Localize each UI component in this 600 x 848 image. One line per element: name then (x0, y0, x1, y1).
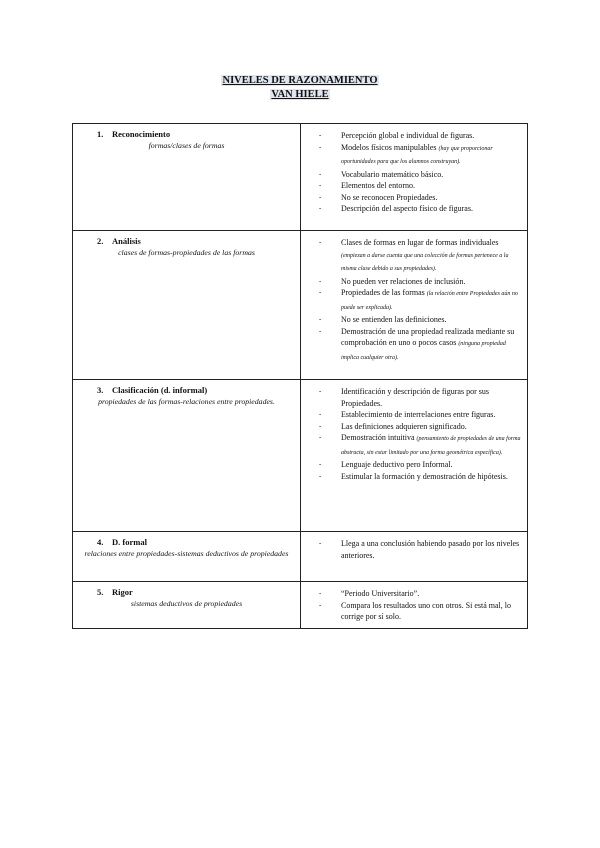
dash-bullet-icon: - (319, 142, 322, 151)
level-heading (73, 582, 300, 598)
list-item-text: Vocabulario matemático básico. (341, 169, 444, 179)
title-line-1: NIVELES DE RAZONAMIENTO (222, 75, 378, 86)
list-item (301, 237, 521, 276)
dash-bullet-icon: - (319, 589, 322, 597)
level-name-cell (73, 380, 301, 532)
dash-bullet-icon: - (319, 471, 322, 480)
dash-bullet-icon: - (319, 181, 322, 189)
list-item (301, 326, 521, 365)
list-item (301, 276, 521, 288)
list-item (301, 432, 521, 459)
characteristics-list (301, 124, 527, 219)
levels-table (72, 123, 528, 629)
list-item-text: Modelos físicos manipulables (341, 142, 437, 152)
level-heading (73, 380, 300, 396)
list-item-text: Descripción del aspecto físico de figuras. (341, 204, 473, 213)
list-item-text: Elementos del entorno. (341, 181, 415, 190)
level-name: Clasificación (d. informal) (112, 385, 208, 395)
list-item-text: Estimular la formación y demostración de hipótesis. (341, 471, 508, 481)
list-item-text: Establecimiento de interrelaciones entre figuras. (341, 410, 496, 419)
dash-bullet-icon: - (319, 276, 322, 285)
level-name: Análisis (112, 236, 141, 246)
list-item (301, 538, 521, 561)
list-item (301, 203, 521, 215)
list-item (301, 130, 521, 142)
level-characteristics-cell (301, 582, 528, 629)
list-item-text: “Periodo Universitario”. (341, 589, 420, 598)
list-item-text: Llega a una conclusión habiendo pasado por los niveles anteriores. (341, 539, 520, 560)
level-characteristics-cell (301, 532, 528, 582)
list-item-text: Percepción global e individual de figuras. (341, 131, 475, 140)
dash-bullet-icon: - (319, 315, 322, 323)
level-subtitle: formas/clases de formas (148, 141, 225, 150)
dash-bullet-icon: - (319, 169, 322, 178)
list-item (301, 314, 521, 326)
dash-bullet-icon: - (319, 410, 322, 418)
list-item (301, 421, 521, 433)
list-item-text: Identificación y descripción de figuras por sus Propiedades. (341, 387, 489, 408)
list-item-note: (pensamiento de propiedades de una forma abstracta, sin estar limitado por una forma geométrica específica). (341, 436, 521, 456)
list-item (301, 471, 521, 483)
page-title (0, 74, 600, 102)
dash-bullet-icon: - (319, 433, 322, 441)
dash-bullet-icon: - (319, 326, 322, 335)
level-name-cell (73, 231, 301, 380)
dash-bullet-icon: - (319, 539, 322, 547)
list-item-text: No se entienden las definiciones. (341, 315, 447, 324)
level-name: Rigor (112, 587, 133, 597)
level-row (73, 124, 528, 231)
list-item-text: No se reconocen Propiedades. (341, 192, 438, 202)
dash-bullet-icon: - (319, 238, 322, 246)
characteristics-list (301, 582, 527, 627)
level-number: 5. (97, 587, 104, 597)
dash-bullet-icon: - (319, 288, 322, 296)
dash-bullet-icon: - (319, 387, 322, 395)
list-item-text: Clases de formas en lugar de formas individuales (341, 238, 499, 247)
list-item (301, 142, 521, 169)
level-row (73, 380, 528, 532)
level-name-cell (73, 124, 301, 231)
level-subtitle: clases de formas-propiedades de las formas (118, 248, 255, 257)
level-number: 1. (97, 129, 104, 139)
dash-bullet-icon: - (319, 192, 322, 201)
list-item (301, 180, 521, 192)
list-item-text: Demostración intuitiva (341, 433, 415, 442)
list-item-note: (la relación entre Propiedades aún no puede ser explicada). (341, 291, 518, 311)
level-name: Reconocimiento (112, 129, 171, 139)
level-characteristics-cell (301, 124, 528, 231)
characteristics-list (301, 380, 527, 486)
level-subtitle: propiedades de las formas-relaciones entre propiedades. (98, 397, 275, 406)
dash-bullet-icon: - (319, 600, 322, 609)
list-item (301, 409, 521, 421)
level-name: D. formal (112, 537, 147, 547)
level-number: 3. (97, 385, 104, 395)
level-subtitle: relaciones entre propiedades-sistemas deductivos de propiedades (84, 549, 289, 558)
list-item (301, 192, 521, 204)
dash-bullet-icon: - (319, 460, 322, 468)
list-item-note: (empiezan a darse cuenta que una colección de formas pertenece a la misma clase debido a sus propiedades). (341, 252, 509, 272)
dash-bullet-icon: - (319, 204, 322, 212)
dash-bullet-icon: - (319, 131, 322, 139)
level-row (73, 582, 528, 629)
level-number: 4. (97, 537, 104, 547)
characteristics-list (301, 231, 527, 368)
list-item-text: Demostración de una propiedad realizada mediante su comprobación en uno o pocos casos (341, 326, 515, 347)
level-name-cell (73, 582, 301, 629)
list-item (301, 600, 521, 623)
list-item (301, 588, 521, 600)
level-heading (73, 231, 300, 247)
level-characteristics-cell (301, 231, 528, 380)
list-item (301, 287, 521, 314)
level-name-cell (73, 532, 301, 582)
list-item-text: Las definiciones adquieren significado. (341, 421, 467, 431)
level-row (73, 532, 528, 582)
list-item (301, 459, 521, 471)
dash-bullet-icon: - (319, 421, 322, 430)
level-characteristics-cell (301, 380, 528, 532)
list-item-note: (hay que proporcionar oportunidades para que los alumnos construyan). (341, 145, 493, 165)
list-item-text: Propiedades de las formas (341, 288, 425, 297)
list-item-note: (ninguna propiedad implica cualquier otra). (341, 341, 506, 361)
level-number: 2. (97, 236, 104, 246)
list-item (301, 169, 521, 181)
list-item-text: Compara los resultados uno con otros. Si está mal, lo corrige por sí solo. (341, 600, 511, 621)
level-heading (73, 532, 300, 548)
list-item-text: No pueden ver relaciones de inclusión. (341, 276, 466, 286)
level-heading (73, 124, 300, 140)
title-line-2: VAN HIELE (271, 89, 329, 100)
level-row (73, 231, 528, 380)
characteristics-list (301, 532, 527, 565)
list-item-text: Lenguaje deductivo pero Informal. (341, 460, 453, 469)
level-subtitle: sistemas deductivos de propiedades (130, 599, 243, 608)
list-item (301, 386, 521, 409)
